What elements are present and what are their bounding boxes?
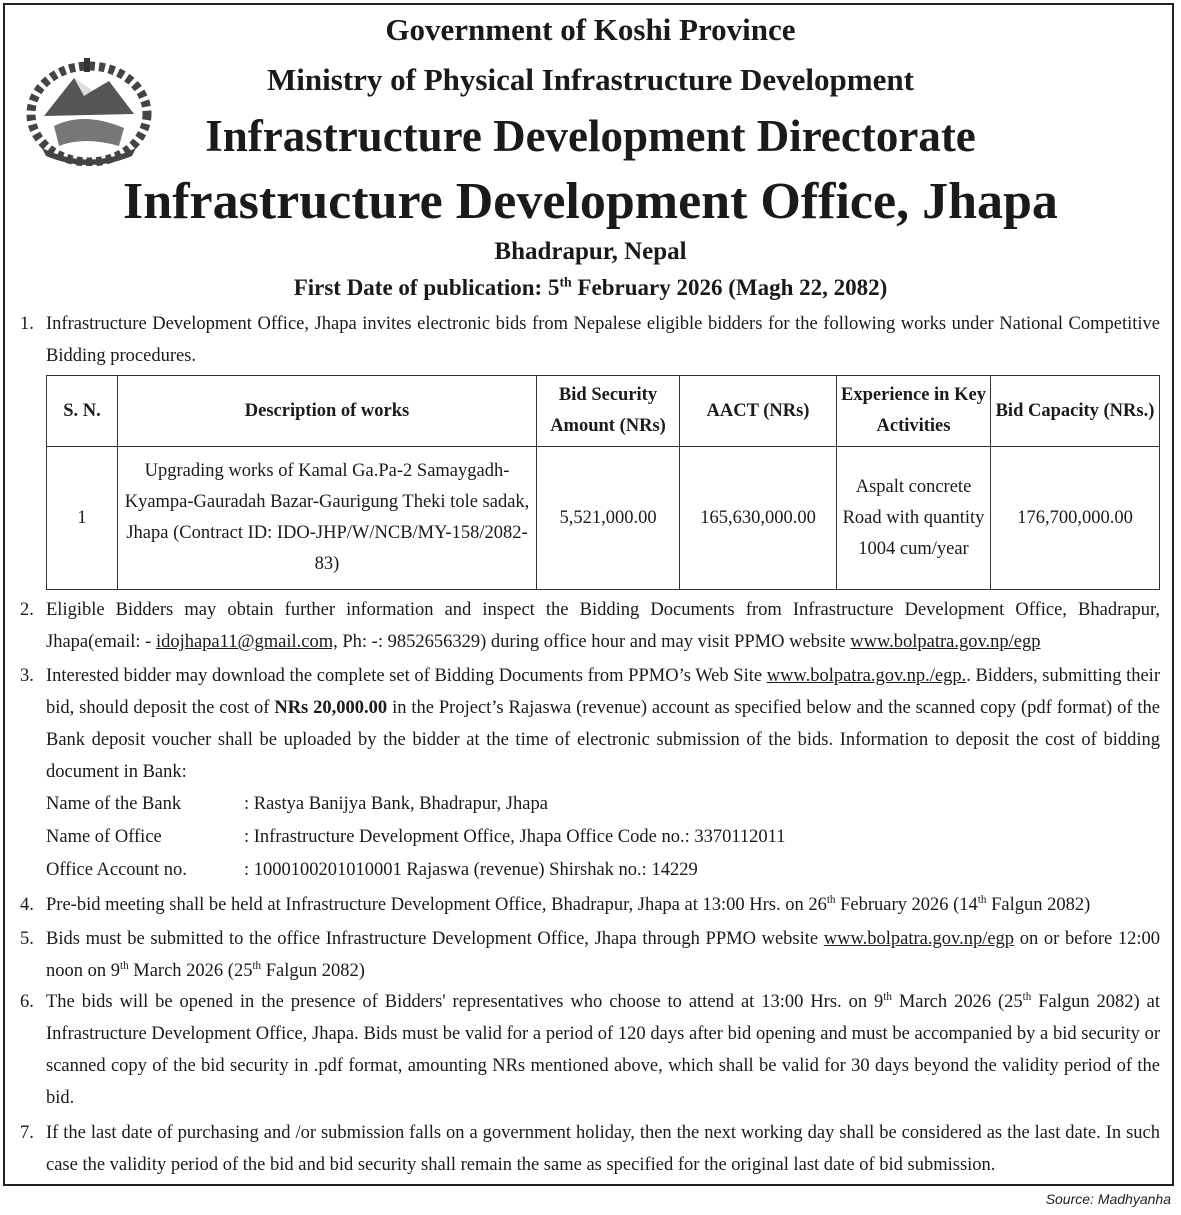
bank-row xyxy=(46,821,785,854)
text: The bids will be opened in the presence of Bidders' representatives who choose to attend at 13:00 Hrs. on 9 xyxy=(46,992,884,1012)
directorate-title: Infrastructure Development Directorate xyxy=(205,111,976,161)
cell-sn: 1 xyxy=(47,447,118,590)
publication-date-prefix: First Date of publication: 5 xyxy=(293,275,560,300)
email-link[interactable]: idojhapa11@gmail.com, xyxy=(155,632,338,652)
bank-value: : Infrastructure Development Office, Jhapa Office Code no.: 3370112011 xyxy=(244,827,786,847)
ppmo-website-link[interactable]: www.bolpatra.gov.np./egp. xyxy=(766,666,967,686)
clause-text: If the last date of purchasing and /or submission falls on a government holiday, then the next working day shall be considered as the last date. In such case the validity period of the bid and bid security shall remain the same as specified for the original last date of bid submission. xyxy=(46,1123,1160,1175)
works-table xyxy=(46,375,1160,590)
clause-text xyxy=(46,923,1160,987)
clause-number: 1. xyxy=(20,314,34,334)
office-title: Infrastructure Development Office, Jhapa xyxy=(123,173,1058,230)
header-bid-security: Bid Security Amount (NRs) xyxy=(537,376,680,447)
clause-number: 2. xyxy=(20,600,34,620)
text: Falgun 2082) xyxy=(261,961,365,981)
header-bid-capacity: Bid Capacity (NRs.) xyxy=(991,376,1160,447)
bank-value: : 1000100201010001 Rajaswa (revenue) Shirshak no.: 14229 xyxy=(244,860,698,880)
text: Eligible Bidders may obtain further information and inspect the Bidding Documents from Infrastructure Development Office, Bhadrapur, Jhapa(email: - xyxy=(46,600,1160,652)
clause-4 xyxy=(20,889,1160,921)
sup: th xyxy=(883,990,892,1003)
document-cost: NRs 20,000.00 xyxy=(274,698,388,718)
clause-6 xyxy=(20,986,1160,1114)
clause-text xyxy=(46,889,1160,921)
bank-row xyxy=(46,854,785,887)
text: Pre-bid meeting shall be held at Infrastructure Development Office, Bhadrapur, Jhapa at 13:00 Hrs. on 26 xyxy=(46,895,827,915)
clause-text xyxy=(46,660,1160,788)
clause-1 xyxy=(20,308,1160,372)
government-title: Government of Koshi Province xyxy=(385,12,796,47)
sup: th xyxy=(252,959,262,972)
cell-experience: Aspalt concrete Road with quantity 1004 cum/year xyxy=(837,447,991,590)
ppmo-website-link[interactable]: www.bolpatra.gov.np/egp xyxy=(823,929,1015,949)
bank-label: Name of Office xyxy=(46,827,162,847)
bank-label: Name of the Bank xyxy=(46,794,182,814)
table-row xyxy=(47,447,1160,590)
cell-bid-security: 5,521,000.00 xyxy=(537,447,680,590)
header-experience: Experience in Key Activities xyxy=(837,376,991,447)
bank-label: Office Account no. xyxy=(46,860,187,880)
header-sn: S. N. xyxy=(47,376,118,447)
clause-number: 7. xyxy=(20,1123,34,1143)
text: . Bidders, submitting their bid, should deposit the cost of xyxy=(46,666,1160,718)
ministry-title: Ministry of Physical Infrastructure Development xyxy=(267,62,914,97)
clause-number: 6. xyxy=(20,992,34,1012)
ppmo-website-link[interactable]: www.bolpatra.gov.np/egp xyxy=(850,632,1041,652)
text: Bids must be submitted to the office Infrastructure Development Office, Jhapa through PPMO website xyxy=(46,929,824,949)
clause-2 xyxy=(20,594,1160,658)
publication-date-suffix: February 2026 (Magh 22, 2082) xyxy=(571,275,888,300)
cell-bid-capacity: 176,700,000.00 xyxy=(991,447,1160,590)
clause-number: 3. xyxy=(20,666,34,686)
clause-5 xyxy=(20,923,1160,987)
text: in the Project’s Rajaswa (revenue) account as specified below and the scanned copy (pdf format) of the Bank deposit voucher shall be uploaded by the bidder at the time of electronic submission of the bids. Information to deposit the cost of bidding document in Bank: xyxy=(46,698,1161,782)
office-location: Bhadrapur, Nepal xyxy=(494,238,687,265)
bank-info xyxy=(46,788,785,887)
bank-value: : Rastya Banijya Bank, Bhadrapur, Jhapa xyxy=(244,794,548,814)
text: Falgun 2082) at Infrastructure Development Office, Jhapa. Bids must be valid for a period of 120 days after bid opening and must be accompanied by a bid security or scanned copy of the bid security in .pdf format, amounting NRs mentioned above, which shall be valid for 30 days beyond the validity period of the bid. xyxy=(46,992,1160,1108)
text: Falgun 2082) xyxy=(986,895,1091,915)
source-credit: Source: Madhyanha xyxy=(1045,1191,1171,1207)
clause-number: 4. xyxy=(20,895,34,915)
text: Ph: -: 9852656329) during office hour and may visit PPMO website xyxy=(337,632,851,652)
sup: th xyxy=(559,274,572,290)
clause-7 xyxy=(20,1117,1160,1181)
sup: th xyxy=(977,893,987,906)
clause-3 xyxy=(20,660,1160,788)
sup: th xyxy=(120,959,129,972)
text: March 2026 (25 xyxy=(128,961,253,981)
cell-description: Upgrading works of Kamal Ga.Pa-2 Samaygadh-Kyampa-Gauradah Bazar-Gaurigung Theki tole sadak, Jhapa (Contract ID: IDO-JHP/W/NCB/MY-158/2082-83) xyxy=(118,447,537,590)
bank-row xyxy=(46,788,785,821)
text: February 2026 (14 xyxy=(835,895,978,915)
clause-number: 5. xyxy=(20,929,34,949)
text: Interested bidder may download the complete set of Bidding Documents from PPMO’s Web Site xyxy=(46,666,767,686)
sup: th xyxy=(1022,990,1032,1003)
clause-text xyxy=(46,594,1160,658)
header-aact: AACT (NRs) xyxy=(680,376,837,447)
text: March 2026 (25 xyxy=(891,992,1023,1012)
clause-text: Infrastructure Development Office, Jhapa invites electronic bids from Nepalese eligible bidders for the following works under National Competitive Bidding procedures. xyxy=(46,314,1160,366)
table-header-row xyxy=(47,376,1160,447)
clause-text xyxy=(46,986,1160,1114)
publication-date xyxy=(0,275,1181,301)
cell-aact: 165,630,000.00 xyxy=(680,447,837,590)
sup: th xyxy=(826,893,836,906)
text: on or before 12:00 noon on 9 xyxy=(46,929,1160,981)
header-description: Description of works xyxy=(118,376,537,447)
